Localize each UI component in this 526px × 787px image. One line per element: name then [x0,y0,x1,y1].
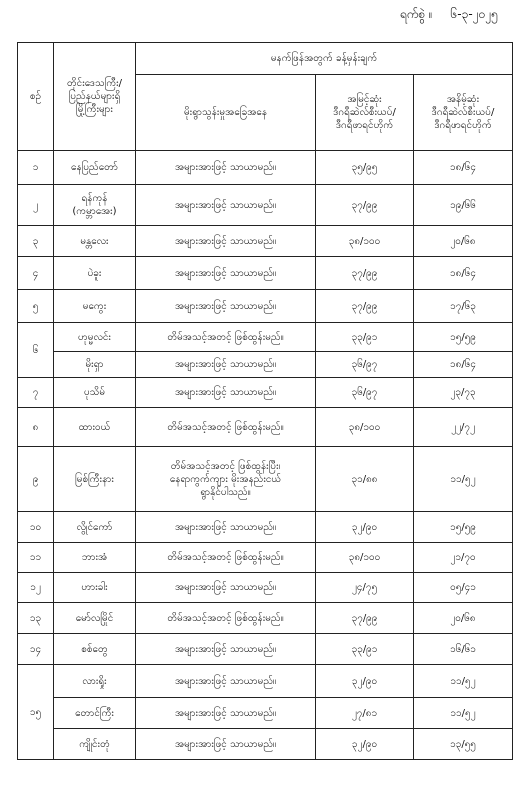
min-temp-cell: ၂၂/၇၂ [414,408,513,447]
weather-line: တိမ်အသင့်အတင့် ဖြစ်ထွန်းပြီး၊ [170,460,281,472]
table-row [18,257,513,290]
city-cell: ပုသိမ် [54,378,136,408]
city-cell: မန္တလေး [54,226,136,257]
weather-cell: အများအားဖြင့် သာယာမည်။ [136,634,316,665]
max-temp-cell: ၃၈/၁၀၀ [316,543,414,573]
date-line [382,6,498,24]
min-temp-cell: ၀၅/၄၁ [414,573,513,603]
weather-cell: အများအားဖြင့် သာယာမည်။ [136,573,316,603]
serial-cell: ၁၄ [18,634,54,665]
table-row [18,290,513,323]
table-row [18,543,513,573]
weather-cell: တိမ်အသင့်အတင့် ဖြစ်ထွန်းမည်။ [136,408,316,447]
header-row [18,43,513,75]
weather-cell: အများအားဖြင့် သာယာမည်။ [136,290,316,323]
header-weather: မိုးရွာသွန်းမှုအခြေအနေ [136,75,316,151]
weather-cell: အများအားဖြင့် သာယာမည်။ [136,729,316,760]
max-temp-cell: ၃၇/၉၉ [316,603,414,634]
weather-cell: အများအားဖြင့် သာယာမည်။ [136,226,316,257]
header-region-line: ပြည်နယ်များရှိ [68,91,121,102]
min-temp-cell: ၁၉/၆၆ [414,185,513,226]
serial-cell: ၁၂ [18,573,54,603]
max-temp-cell: ၂၇/၈၁ [316,698,414,729]
table-row [18,573,513,603]
min-temp-cell: ၂၀/၆၈ [414,226,513,257]
weather-cell: တိမ်အသင့်အတင့် ဖြစ်ထွန်းမည်။ [136,323,316,352]
table-row [18,729,513,760]
min-temp-cell: ၁၁/၅၂ [414,698,513,729]
header-min-temp [414,75,513,151]
serial-cell: ၂ [18,185,54,226]
serial-cell: ၃ [18,226,54,257]
header-min-line: အနိမ့်ဆုံး [446,94,480,105]
table-row [18,151,513,185]
table-row [18,634,513,665]
min-temp-cell: ၁၅/၅၉ [414,512,513,543]
max-temp-cell: ၃၆/၉၇ [316,378,414,408]
min-temp-cell: ၂၀/၆၈ [414,603,513,634]
max-temp-cell: ၃၈/၁၀၀ [316,226,414,257]
weather-cell: အများအားဖြင့် သာယာမည်။ [136,185,316,226]
table-row [18,352,513,378]
header-forecast: မနက်ဖြန်အတွက် ခန့်မှန်းချက် [136,43,513,75]
serial-cell: ၉ [18,447,54,512]
city-cell: လွိုင်ကော် [54,512,136,543]
max-temp-cell: ၃၂/၉၀ [316,665,414,698]
table-row [18,512,513,543]
city-cell: ဘားအံ [54,543,136,573]
header-max-line: ဒီဂရီဆဲလ်စီးယပ်/ [333,107,396,118]
serial-cell: ၄ [18,257,54,290]
min-temp-cell: ၁၈/၆၄ [414,352,513,378]
max-temp-cell: ၂၄/၇၅ [316,573,414,603]
header-region [54,43,136,151]
city-cell: မော်လမြိုင် [54,603,136,634]
min-temp-cell: ၁၁/၅၂ [414,447,513,512]
city-cell: မိုးရှာ [54,352,136,378]
city-cell: ဟုမ္မလင်း [54,323,136,352]
max-temp-cell: ၃၈/၁၀၀ [316,408,414,447]
serial-cell: ၁၅ [18,665,54,760]
table-row [18,603,513,634]
max-temp-cell: ၃၂/၉၀ [316,512,414,543]
weather-cell: တိမ်အသင့်အတင့် ဖြစ်ထွန်းမည်။ [136,603,316,634]
weather-cell: အများအားဖြင့် သာယာမည်။ [136,378,316,408]
city-cell: စစ်တွေ [54,634,136,665]
min-temp-cell: ၁၆/၆၁ [414,634,513,665]
city-cell: နေပြည်တော် [54,151,136,185]
weather-cell: အများအားဖြင့် သာယာမည်။ [136,698,316,729]
weather-cell [136,447,316,512]
city-name: ရန်ကုန် [81,193,108,204]
min-temp-cell: ၁၅/၅၉ [414,323,513,352]
min-temp-cell: ၁၃/၅၅ [414,729,513,760]
header-max-line: အမြင့်ဆုံး [347,94,382,105]
max-temp-cell: ၃၃/၉၁ [316,634,414,665]
table-row [18,665,513,698]
serial-cell: ၁၃ [18,603,54,634]
table-row [18,226,513,257]
table-row [18,447,513,512]
weather-cell: တိမ်အသင့်အတင့် ဖြစ်ထွန်းမည်။ [136,543,316,573]
serial-cell: ၈ [18,408,54,447]
weather-cell: အများအားဖြင့် သာယာမည်။ [136,352,316,378]
city-cell [54,185,136,226]
header-max-temp [316,75,414,151]
max-temp-cell: ၃၁/၈၈ [316,447,414,512]
weather-cell: အများအားဖြင့် သာယာမည်။ [136,257,316,290]
serial-cell: ၁၁ [18,543,54,573]
weather-cell: အများအားဖြင့် သာယာမည်။ [136,665,316,698]
city-cell: လားရှိုး [54,665,136,698]
date-value: ၆-၃-၂၀၂၅ [450,7,498,21]
city-cell: ပဲခူး [54,257,136,290]
city-cell: မကွေး [54,290,136,323]
city-cell: ကျိုင်းတုံ [54,729,136,760]
weather-cell: အများအားဖြင့် သာယာမည်။ [136,512,316,543]
table-row [18,185,513,226]
header-min-line: ဒီဂရီဆဲလ်စီးယပ်/ [431,107,495,118]
max-temp-cell: ၃၇/၉၉ [316,290,414,323]
serial-cell: ၆ [18,323,54,378]
max-temp-cell: ၃၇/၉၉ [316,257,414,290]
min-temp-cell: ၁၈/၆၄ [414,257,513,290]
min-temp-cell: ၁၇/၆၃ [414,290,513,323]
min-temp-cell: ၁၁/၅၂ [414,665,513,698]
city-cell: မြစ်ကြီးနား [54,447,136,512]
serial-cell: ၅ [18,290,54,323]
header-region-line: တိုင်းဒေသကြီး/ [66,78,123,89]
table-row [18,323,513,352]
forecast-table [17,42,513,760]
min-temp-cell: ၂၁/၇၀ [414,543,513,573]
city-cell: ထားဝယ် [54,408,136,447]
max-temp-cell: ၃၅/၉၅ [316,151,414,185]
weather-cell: အများအားဖြင့် သာယာမည်။ [136,151,316,185]
date-label: ရက်စွဲ ။ [399,7,433,21]
table-row [18,408,513,447]
min-temp-cell: ၁၈/၆၄ [414,151,513,185]
header-max-line: ဒီဂရီဖာရင်ဟိုက် [335,120,394,131]
serial-cell: ၁ [18,151,54,185]
serial-cell: ၇ [18,378,54,408]
max-temp-cell: ၃၂/၉၀ [316,729,414,760]
city-cell: ဟားခါး [54,573,136,603]
weather-line: နေရာကွက်ကျား မိုးအနည်းငယ် [169,473,282,485]
header-min-line: ဒီဂရီဖာရင်ဟိုက် [434,120,492,131]
max-temp-cell: ၃၃/၉၁ [316,323,414,352]
table-row [18,698,513,729]
header-serial: စဉ် [18,43,54,151]
city-cell: တောင်ကြီး [54,698,136,729]
max-temp-cell: ၃၆/၉၇ [316,352,414,378]
max-temp-cell: ၃၇/၉၉ [316,185,414,226]
min-temp-cell: ၂၃/၇၃ [414,378,513,408]
weather-line: ရွာနိုင်ပါသည်။ [200,486,251,498]
serial-cell: ၁၀ [18,512,54,543]
header-region-line: မြို့ကြီးများ [76,104,113,115]
table-row [18,378,513,408]
city-subname: (ကမ္ဘာအေး) [72,206,117,217]
